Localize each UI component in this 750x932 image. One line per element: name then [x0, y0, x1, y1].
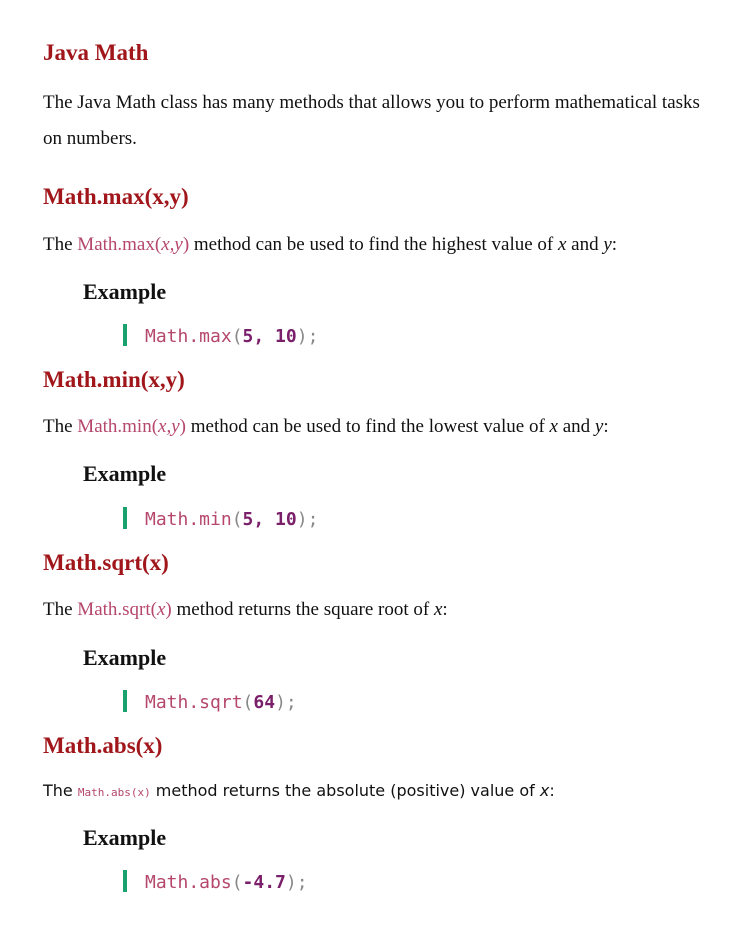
code-sample-min: Math.min(5, 10);: [123, 507, 318, 530]
intro-text: The Java Math class has many methods that allows you to perform mathematical tasks on numbers.: [43, 92, 700, 149]
code-sample-abs: Math.abs(-4.7);: [123, 870, 308, 893]
example-label: Example: [83, 825, 167, 850]
code-bar: [123, 870, 127, 892]
code-bar: [123, 507, 127, 529]
heading-sqrt: Math.sqrt(x): [43, 550, 169, 575]
code-sample-sqrt: Math.sqrt(64);: [123, 690, 297, 713]
page-title: Java Math: [43, 40, 149, 65]
example-label: Example: [83, 279, 167, 304]
desc-abs: The Math.abs(x) method returns the absolute (positive) value of x:: [43, 781, 555, 800]
desc-min: The Math.min(x,y) method can be used to find the lowest value of x and y:: [43, 416, 609, 437]
example-label: Example: [83, 461, 167, 486]
code-sample-max: Math.max(5, 10);: [123, 324, 318, 347]
code-bar: [123, 690, 127, 712]
heading-max: Math.max(x,y): [43, 184, 189, 209]
desc-sqrt: The Math.sqrt(x) method returns the square root of x:: [43, 599, 448, 620]
example-label: Example: [83, 645, 167, 670]
heading-min: Math.min(x,y): [43, 367, 185, 392]
code-bar: [123, 324, 127, 346]
desc-max: The Math.max(x,y) method can be used to find the highest value of x and y:: [43, 234, 618, 255]
heading-abs: Math.abs(x): [43, 733, 163, 758]
